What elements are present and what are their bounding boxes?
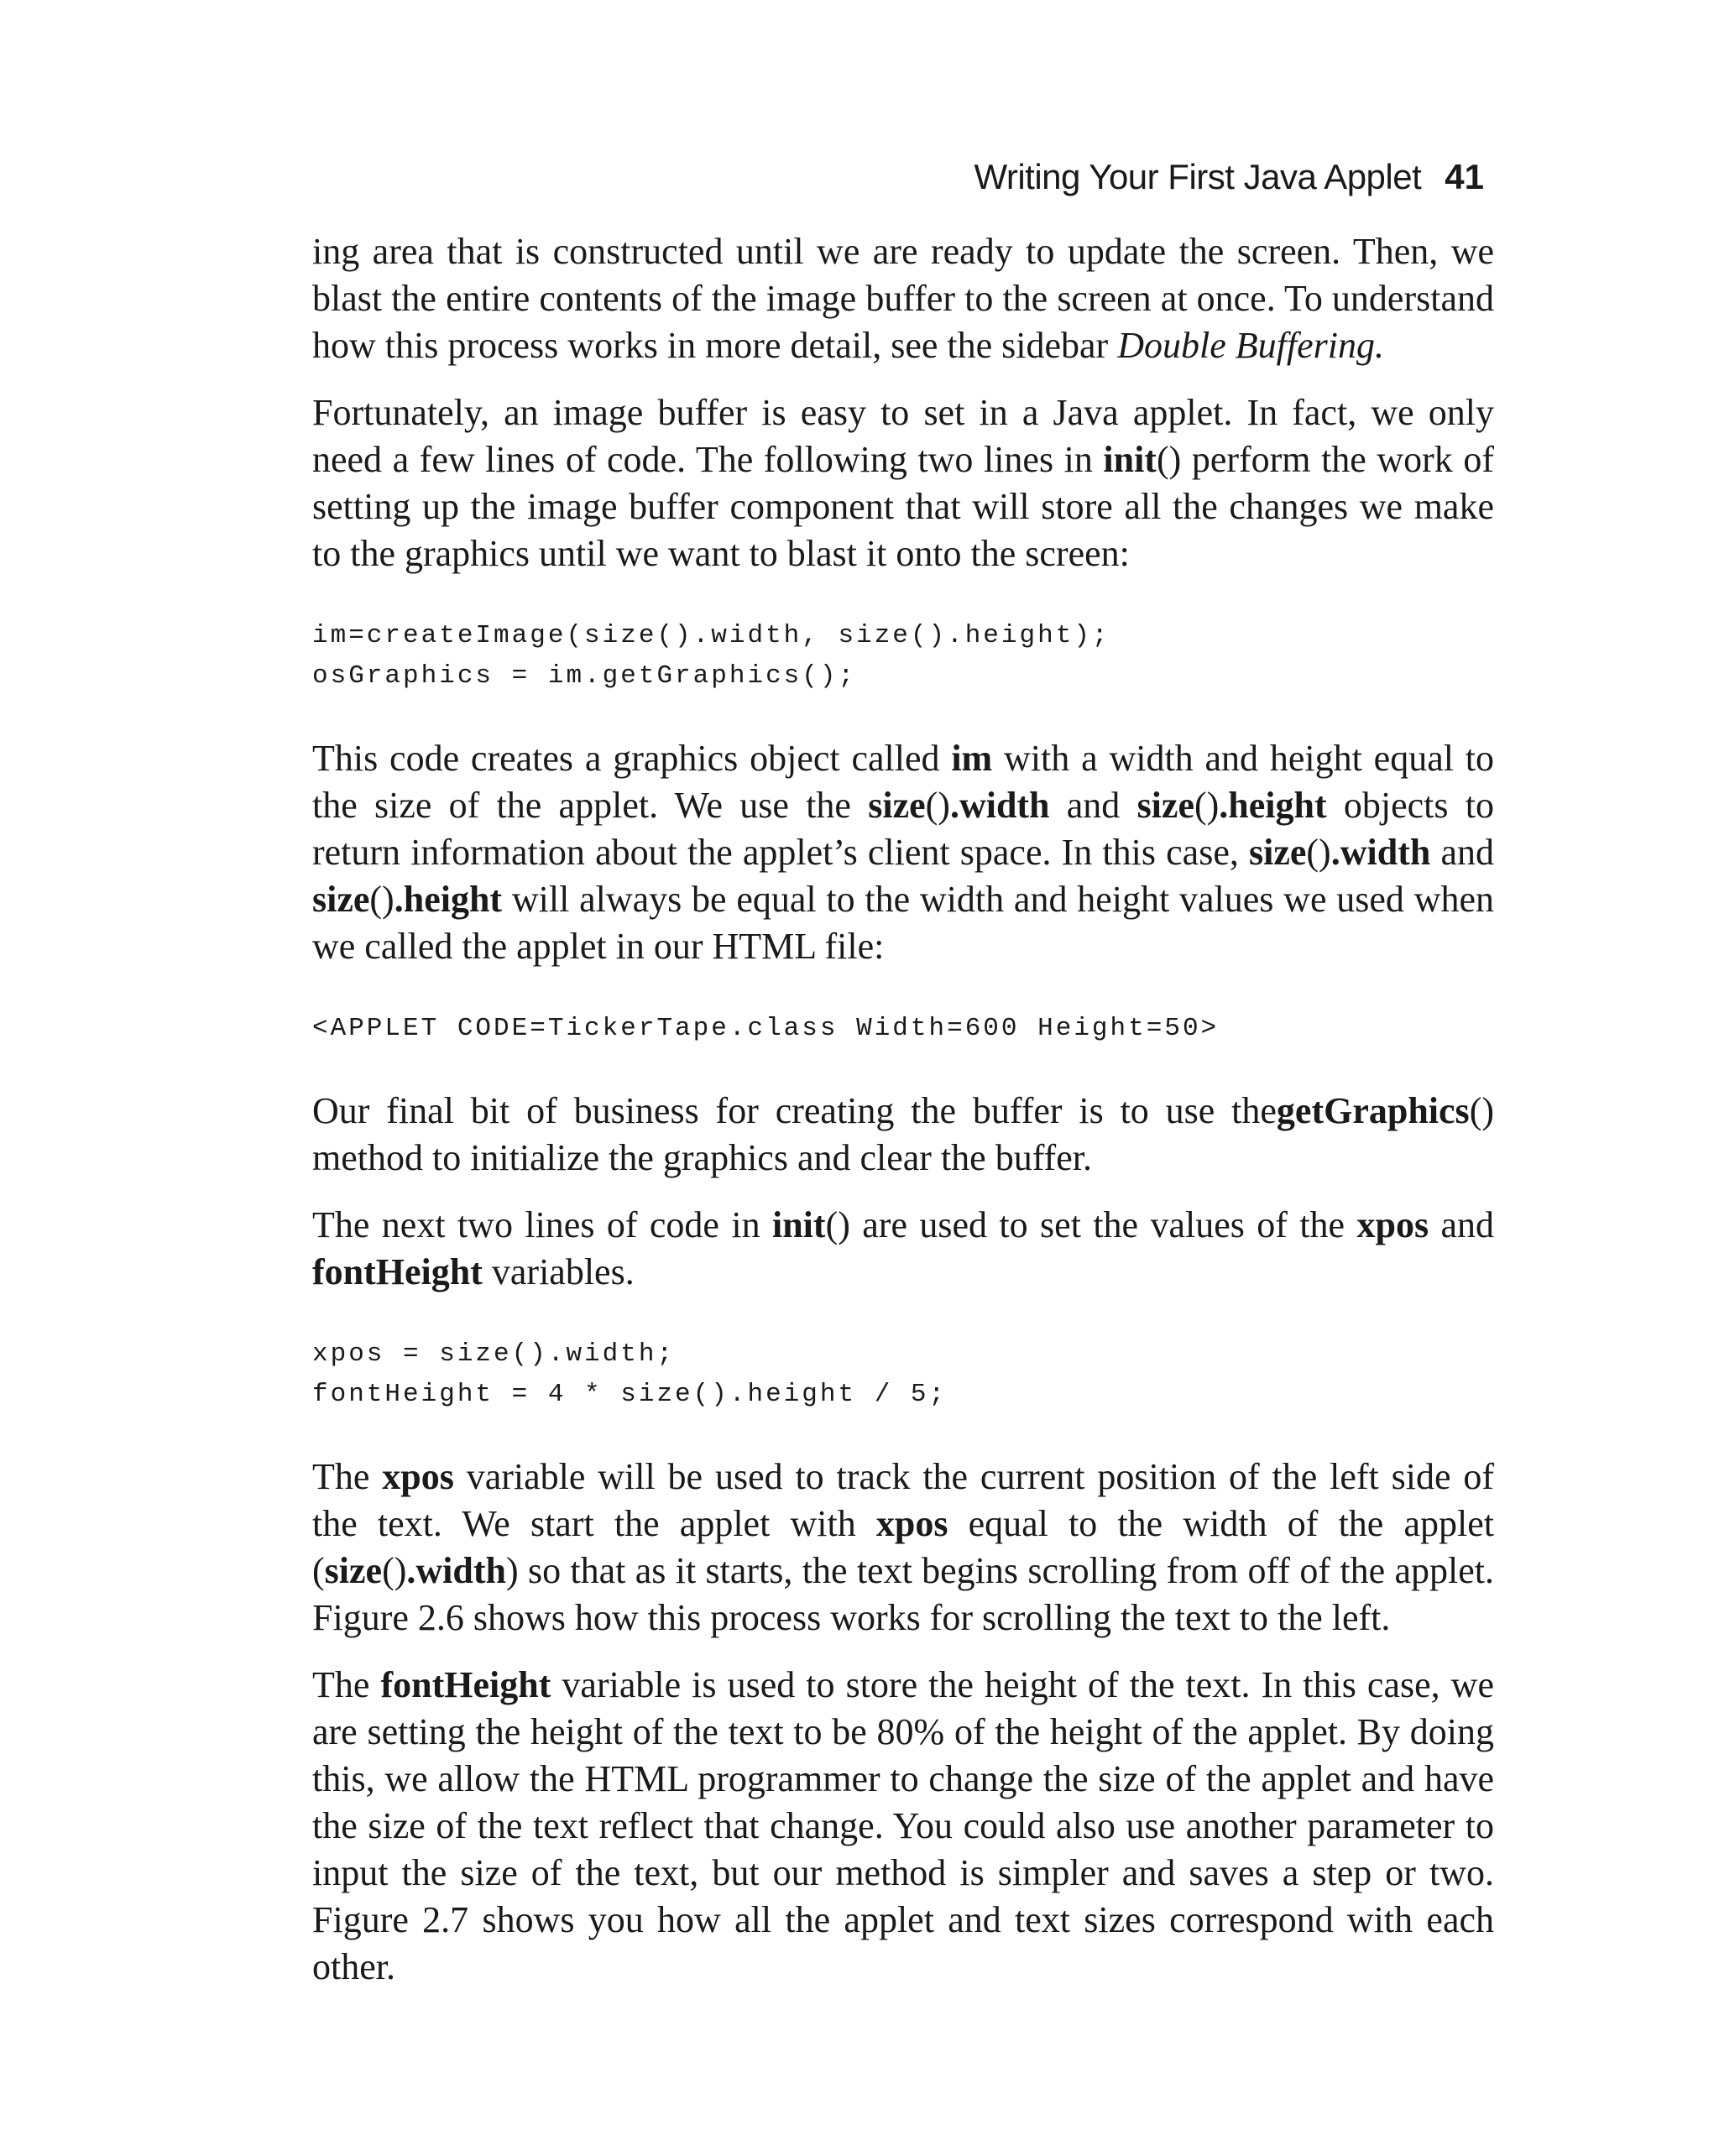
code-term: fontHeight bbox=[312, 1251, 483, 1292]
paragraph-4 bbox=[312, 1088, 1494, 1182]
paragraph-2 bbox=[312, 389, 1494, 577]
text-run: variable is used to store the height of the text. In this case, we are setting the height of the text to be 80% of the height of the applet. By doing this, we allow the HTML programmer to change the size of the applet and have the size of the text reflect that change. You could also use another parameter to input the size of the text, but our method is simpler and saves a step or two. Figure 2.7 shows you how all the applet and text sizes correspond with each other. bbox=[312, 1664, 1494, 1987]
text-run: () bbox=[1194, 785, 1220, 826]
chapter-title: Writing Your First Java Applet bbox=[974, 157, 1422, 196]
code-term: .width bbox=[949, 785, 1050, 826]
code-term: xpos bbox=[382, 1456, 454, 1497]
text-run: () bbox=[382, 1550, 407, 1591]
text-run: () bbox=[369, 879, 394, 920]
paragraph-5 bbox=[312, 1202, 1494, 1296]
text-run: will always be equal to the width and height values we used when we called the applet in our HTML file: bbox=[312, 879, 1494, 967]
text-run: with a width and height equal to the size of the applet. We use the bbox=[312, 738, 1494, 826]
text-run: equal to the width of the applet ( bbox=[312, 1503, 1494, 1591]
code-term: .height bbox=[1219, 785, 1327, 826]
code-term: size bbox=[324, 1550, 383, 1591]
paragraph-1 bbox=[312, 228, 1494, 369]
code-term: size bbox=[1249, 832, 1307, 873]
code-block-1: im=createImage(size().width, size().height); osGraphics = im.getGraphics(); bbox=[312, 621, 1110, 691]
text-run: The next two lines of code in bbox=[312, 1204, 772, 1245]
text-run: and bbox=[1430, 832, 1494, 873]
code-block-3: xpos = size().width; fontHeight = 4 * size().height / 5; bbox=[312, 1339, 948, 1409]
text-run: ing area that is constructed until we are ready to update the screen. Then, we blast the entire contents of the image buffer to the screen at once. To understand how this process works in more detail, see the sidebar bbox=[312, 231, 1494, 366]
text-run: () bbox=[1306, 832, 1331, 873]
code-term: xpos bbox=[1356, 1204, 1429, 1245]
text-run: and bbox=[1049, 785, 1137, 826]
text-run: The bbox=[312, 1664, 381, 1705]
text-run: and bbox=[1429, 1204, 1495, 1245]
text-run: This code creates a graphics object called bbox=[312, 738, 952, 779]
text-run: Our final bit of business for creating the buffer is to use the bbox=[312, 1090, 1277, 1131]
page-number: 41 bbox=[1445, 157, 1484, 196]
text-run: variables. bbox=[482, 1251, 635, 1292]
text-run: variable will be used to track the current position of the left side of the text. We start the applet with bbox=[312, 1456, 1495, 1544]
text-run: () method to initialize the graphics and clear the buffer. bbox=[312, 1090, 1494, 1178]
text-run: objects to return information about the applet’s client space. In this case, bbox=[312, 785, 1494, 873]
text-run: () bbox=[925, 785, 950, 826]
code-term: .width bbox=[1330, 832, 1431, 873]
text-run: () are used to set the values of the bbox=[825, 1204, 1357, 1245]
paragraph-7 bbox=[312, 1662, 1494, 1991]
code-term: size bbox=[312, 879, 370, 920]
code-term: getGraphics bbox=[1276, 1090, 1470, 1131]
code-block-2: <APPLET CODE=TickerTape.class Width=600 Height=50> bbox=[312, 1014, 1220, 1043]
text-run: () perform the work of setting up the image buffer component that will store all the changes we make to the graphics until we want to blast it onto the screen: bbox=[312, 439, 1494, 574]
code-term: .height bbox=[394, 879, 503, 920]
text-run: ) so that as it starts, the text begins scrolling from off of the applet. Figure 2.6 shows how this process works for scrolling the text to the left. bbox=[312, 1550, 1494, 1638]
code-term: im bbox=[951, 738, 993, 779]
code-term: .width bbox=[406, 1550, 506, 1591]
code-term: init bbox=[771, 1204, 826, 1245]
code-term: fontHeight bbox=[380, 1664, 551, 1705]
page-body bbox=[312, 228, 1494, 2011]
code-term: size bbox=[868, 785, 926, 826]
code-term: xpos bbox=[875, 1503, 948, 1544]
sidebar-reference: Double Buffering. bbox=[1117, 325, 1384, 366]
paragraph-6 bbox=[312, 1454, 1494, 1642]
code-term: init bbox=[1103, 439, 1157, 480]
code-term: size bbox=[1136, 785, 1194, 826]
running-header bbox=[974, 155, 1484, 199]
text-run: The bbox=[312, 1456, 383, 1497]
text-run: Fortunately, an image buffer is easy to set in a Java applet. In fact, we only need a few lines of code. The following two lines in bbox=[312, 392, 1494, 480]
paragraph-3 bbox=[312, 735, 1494, 970]
